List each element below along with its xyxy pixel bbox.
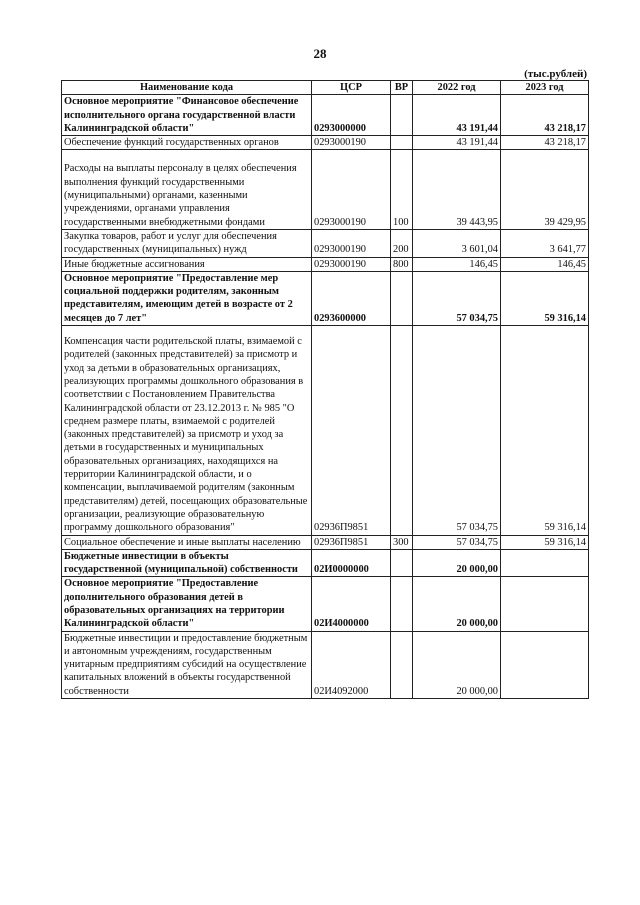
row-2023: 3 641,77: [501, 229, 589, 257]
row-csr: 02936П9851: [312, 326, 391, 535]
row-csr: 02И4092000: [312, 631, 391, 698]
row-vr: [391, 136, 413, 150]
row-vr: [391, 631, 413, 698]
row-2023: 146,45: [501, 257, 589, 271]
row-2023: [501, 631, 589, 698]
table-row: [62, 535, 589, 549]
row-csr: 02936П9851: [312, 535, 391, 549]
page-number: 28: [313, 46, 327, 61]
table-row: [62, 229, 589, 257]
row-2022: 20 000,00: [413, 577, 501, 631]
row-vr: 200: [391, 229, 413, 257]
header-csr: ЦСР: [312, 81, 391, 95]
row-2022: 20 000,00: [413, 631, 501, 698]
row-csr: 0293000190: [312, 257, 391, 271]
row-csr: 0293600000: [312, 271, 391, 325]
header-2023: 2023 год: [501, 81, 589, 95]
row-vr: 800: [391, 257, 413, 271]
row-2022: 57 034,75: [413, 271, 501, 325]
row-2023: 59 316,14: [501, 271, 589, 325]
row-name: Социальное обеспечение и иные выплаты населению: [62, 535, 312, 549]
row-name: Основное мероприятие "Предоставление мер социальной поддержки родителям, законным представителям, имеющим детей в возрасте от 2 месяцев до 7 лет": [62, 271, 312, 325]
row-name: Основное мероприятие "Финансовое обеспечение исполнительного органа государственной власти Калининградской области": [62, 95, 312, 136]
row-2022: 20 000,00: [413, 549, 501, 577]
table-header-row: [62, 81, 589, 95]
table-row: [62, 549, 589, 577]
budget-table: [61, 80, 589, 699]
row-2023: 39 429,95: [501, 150, 589, 229]
row-name: Бюджетные инвестиции и предоставление бюджетным и автономным учреждениям, государственным унитарным предприятиям субсидий на осуществление капитальных вложений в объекты государственной собственности: [62, 631, 312, 698]
row-2023: 43 218,17: [501, 136, 589, 150]
row-2022: 3 601,04: [413, 229, 501, 257]
header-2022: 2022 год: [413, 81, 501, 95]
row-name: Основное мероприятие "Предоставление дополнительного образования детей в образовательных организациях на территории Калининградской области": [62, 577, 312, 631]
row-2023: [501, 577, 589, 631]
row-2022: 57 034,75: [413, 326, 501, 535]
row-2022: 43 191,44: [413, 136, 501, 150]
row-name: Иные бюджетные ассигнования: [62, 257, 312, 271]
table-row: [62, 326, 589, 535]
row-name: Компенсация части родительской платы, взимаемой с родителей (законных представителей) за присмотр и уход за детьми в образовательных организациях, реализующих программы дошкольного образования в соответствии с Постановлением Правительства Калининградской области от 23.12.2013 г. № 985 "О среднем размере платы, взимаемой с родителей (законных представителей) за присмотр и уход за детьми в государственных и муниципальных образовательных организациях, находящихся на территории Калининградской области, и о компенсации, выплачиваемой родителям (законным представителям) детей, посещающих образовательные организации, реализующие образовательную программу дошкольного образования": [62, 326, 312, 535]
row-name: Обеспечение функций государственных органов: [62, 136, 312, 150]
row-2022: 146,45: [413, 257, 501, 271]
row-csr: 0293000190: [312, 150, 391, 229]
row-csr: 0293000190: [312, 229, 391, 257]
row-vr: [391, 326, 413, 535]
row-name: Бюджетные инвестиции в объекты государственной (муниципальной) собственности: [62, 549, 312, 577]
row-csr: 0293000000: [312, 95, 391, 136]
row-2022: 57 034,75: [413, 535, 501, 549]
table-row: [62, 257, 589, 271]
row-2022: 43 191,44: [413, 95, 501, 136]
row-2023: [501, 549, 589, 577]
row-csr: 02И0000000: [312, 549, 391, 577]
unit-label: (тыс.рублей): [524, 68, 587, 80]
row-name: Закупка товаров, работ и услуг для обеспечения государственных (муниципальных) нужд: [62, 229, 312, 257]
row-csr: 0293000190: [312, 136, 391, 150]
table-row: [62, 136, 589, 150]
header-name: Наименование кода: [62, 81, 312, 95]
table-row: [62, 150, 589, 229]
row-vr: [391, 95, 413, 136]
header-vr: ВР: [391, 81, 413, 95]
row-vr: [391, 577, 413, 631]
table-row: [62, 95, 589, 136]
table-row: [62, 577, 589, 631]
row-vr: 300: [391, 535, 413, 549]
row-name: Расходы на выплаты персоналу в целях обеспечения выполнения функций государственными (муниципальными) органами, казенными учреждениями, органами управления государственными внебюджетными фондами: [62, 150, 312, 229]
table-row: [62, 631, 589, 698]
row-vr: 100: [391, 150, 413, 229]
row-csr: 02И4000000: [312, 577, 391, 631]
row-vr: [391, 549, 413, 577]
row-2023: 59 316,14: [501, 326, 589, 535]
row-2023: 43 218,17: [501, 95, 589, 136]
table-row: [62, 271, 589, 325]
row-vr: [391, 271, 413, 325]
row-2022: 39 443,95: [413, 150, 501, 229]
row-2023: 59 316,14: [501, 535, 589, 549]
